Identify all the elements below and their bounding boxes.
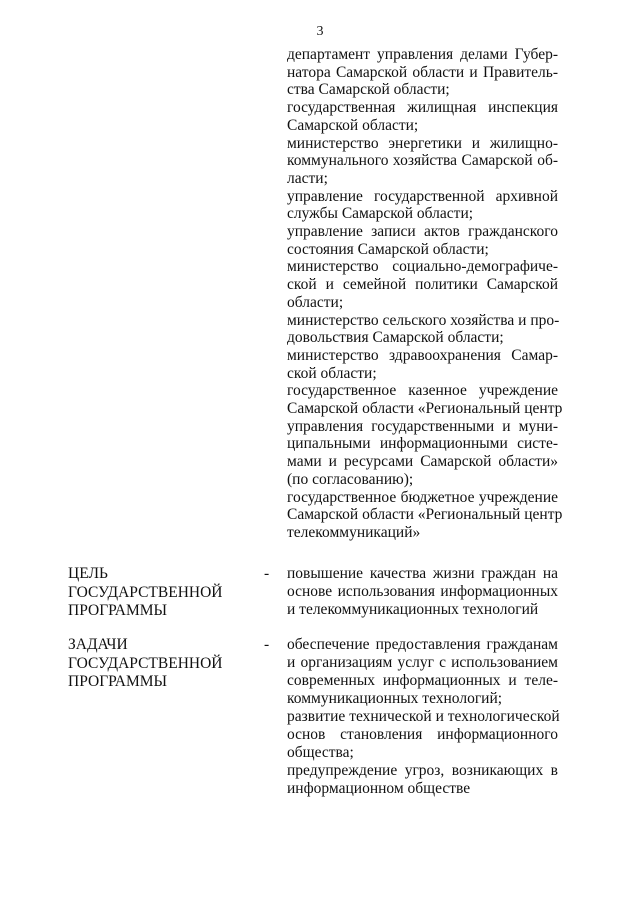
tasks-dash: - (264, 636, 270, 653)
goal-line: повышение качества жизни граждан на (287, 565, 558, 582)
task-line: предупреждение угроз, возникающих в (287, 762, 558, 779)
executor-line: ской области; (287, 364, 377, 382)
executor-line: натора Самарской области и Правитель- (287, 63, 558, 81)
executor-line: управление записи актов гражданского (287, 223, 558, 240)
executor-line: государственное бюджетное учреждение (287, 488, 558, 506)
executor-line: управление государственной архивной (287, 187, 558, 205)
executor-line: (по согласованию); (287, 470, 414, 488)
executor-line: области; (287, 293, 344, 311)
executor-line: мами и ресурсами Самарской области» (287, 453, 558, 471)
task-line: современных информационных и теле- (287, 672, 558, 689)
executor-line: управления государственными и муни- (287, 417, 558, 435)
page-number: 3 (316, 24, 324, 39)
executor-line: министерство энергетики и жилищно- (287, 134, 558, 152)
executor-line: коммунального хозяйства Самарской об- (287, 152, 558, 170)
executor-line: министерство здравоохранения Самар- (287, 346, 558, 364)
tasks-label (68, 636, 222, 692)
goal-line: основе использования информационных (287, 583, 558, 600)
task-line: обеспечение предоставления гражданам (287, 636, 558, 653)
executor-line: телекоммуникаций» (287, 523, 421, 541)
executor-line: Самарской области; (287, 116, 419, 134)
tasks-label-line: ЗАДАЧИ (68, 636, 128, 653)
goal-dash: - (264, 565, 270, 582)
task-line: и организациям услуг с использованием (287, 654, 558, 671)
executor-line: ской и семейной политики Самарской (287, 276, 558, 294)
executor-line: министерство социально-демографиче- (287, 258, 558, 276)
executor-line: министерство сельского хозяйства и про- (287, 311, 560, 329)
tasks-label-line: ГОСУДАРСТВЕННОЙ (68, 654, 223, 672)
executor-line: ласти; (287, 169, 328, 187)
executor-line: Самарской области «Региональный центр (287, 400, 563, 417)
goal-label-line: ГОСУДАРСТВЕННОЙ (68, 583, 223, 601)
executor-line: службы Самарской области; (287, 205, 474, 223)
executor-line: государственное казенное учреждение (287, 382, 558, 400)
goal-label-line: ЦЕЛЬ (68, 565, 108, 582)
executor-line: Самарской области «Региональный центр (287, 506, 563, 524)
task-line: развитие технической и технологической (287, 708, 560, 725)
executor-line: ства Самарской области; (287, 81, 450, 99)
goal-label (68, 565, 222, 621)
tasks-label-line: ПРОГРАММЫ (68, 673, 168, 690)
task-line: основ становления информационного (287, 726, 558, 743)
goal-line: и телекоммуникационных технологий (287, 601, 539, 618)
executor-line: государственная жилищная инспекция (287, 99, 558, 117)
task-line: общества; (287, 744, 354, 761)
task-line: информационном обществе (287, 780, 471, 797)
task-line: коммуникационных технологий; (287, 690, 503, 707)
executor-line: ципальными информационными систе- (287, 435, 558, 453)
executor-line: состояния Самарской области; (287, 240, 489, 258)
goal-label-line: ПРОГРАММЫ (68, 602, 168, 619)
executor-line: департамент управления делами Губер- (287, 46, 558, 63)
executor-line: довольствия Самарской области; (287, 329, 504, 347)
